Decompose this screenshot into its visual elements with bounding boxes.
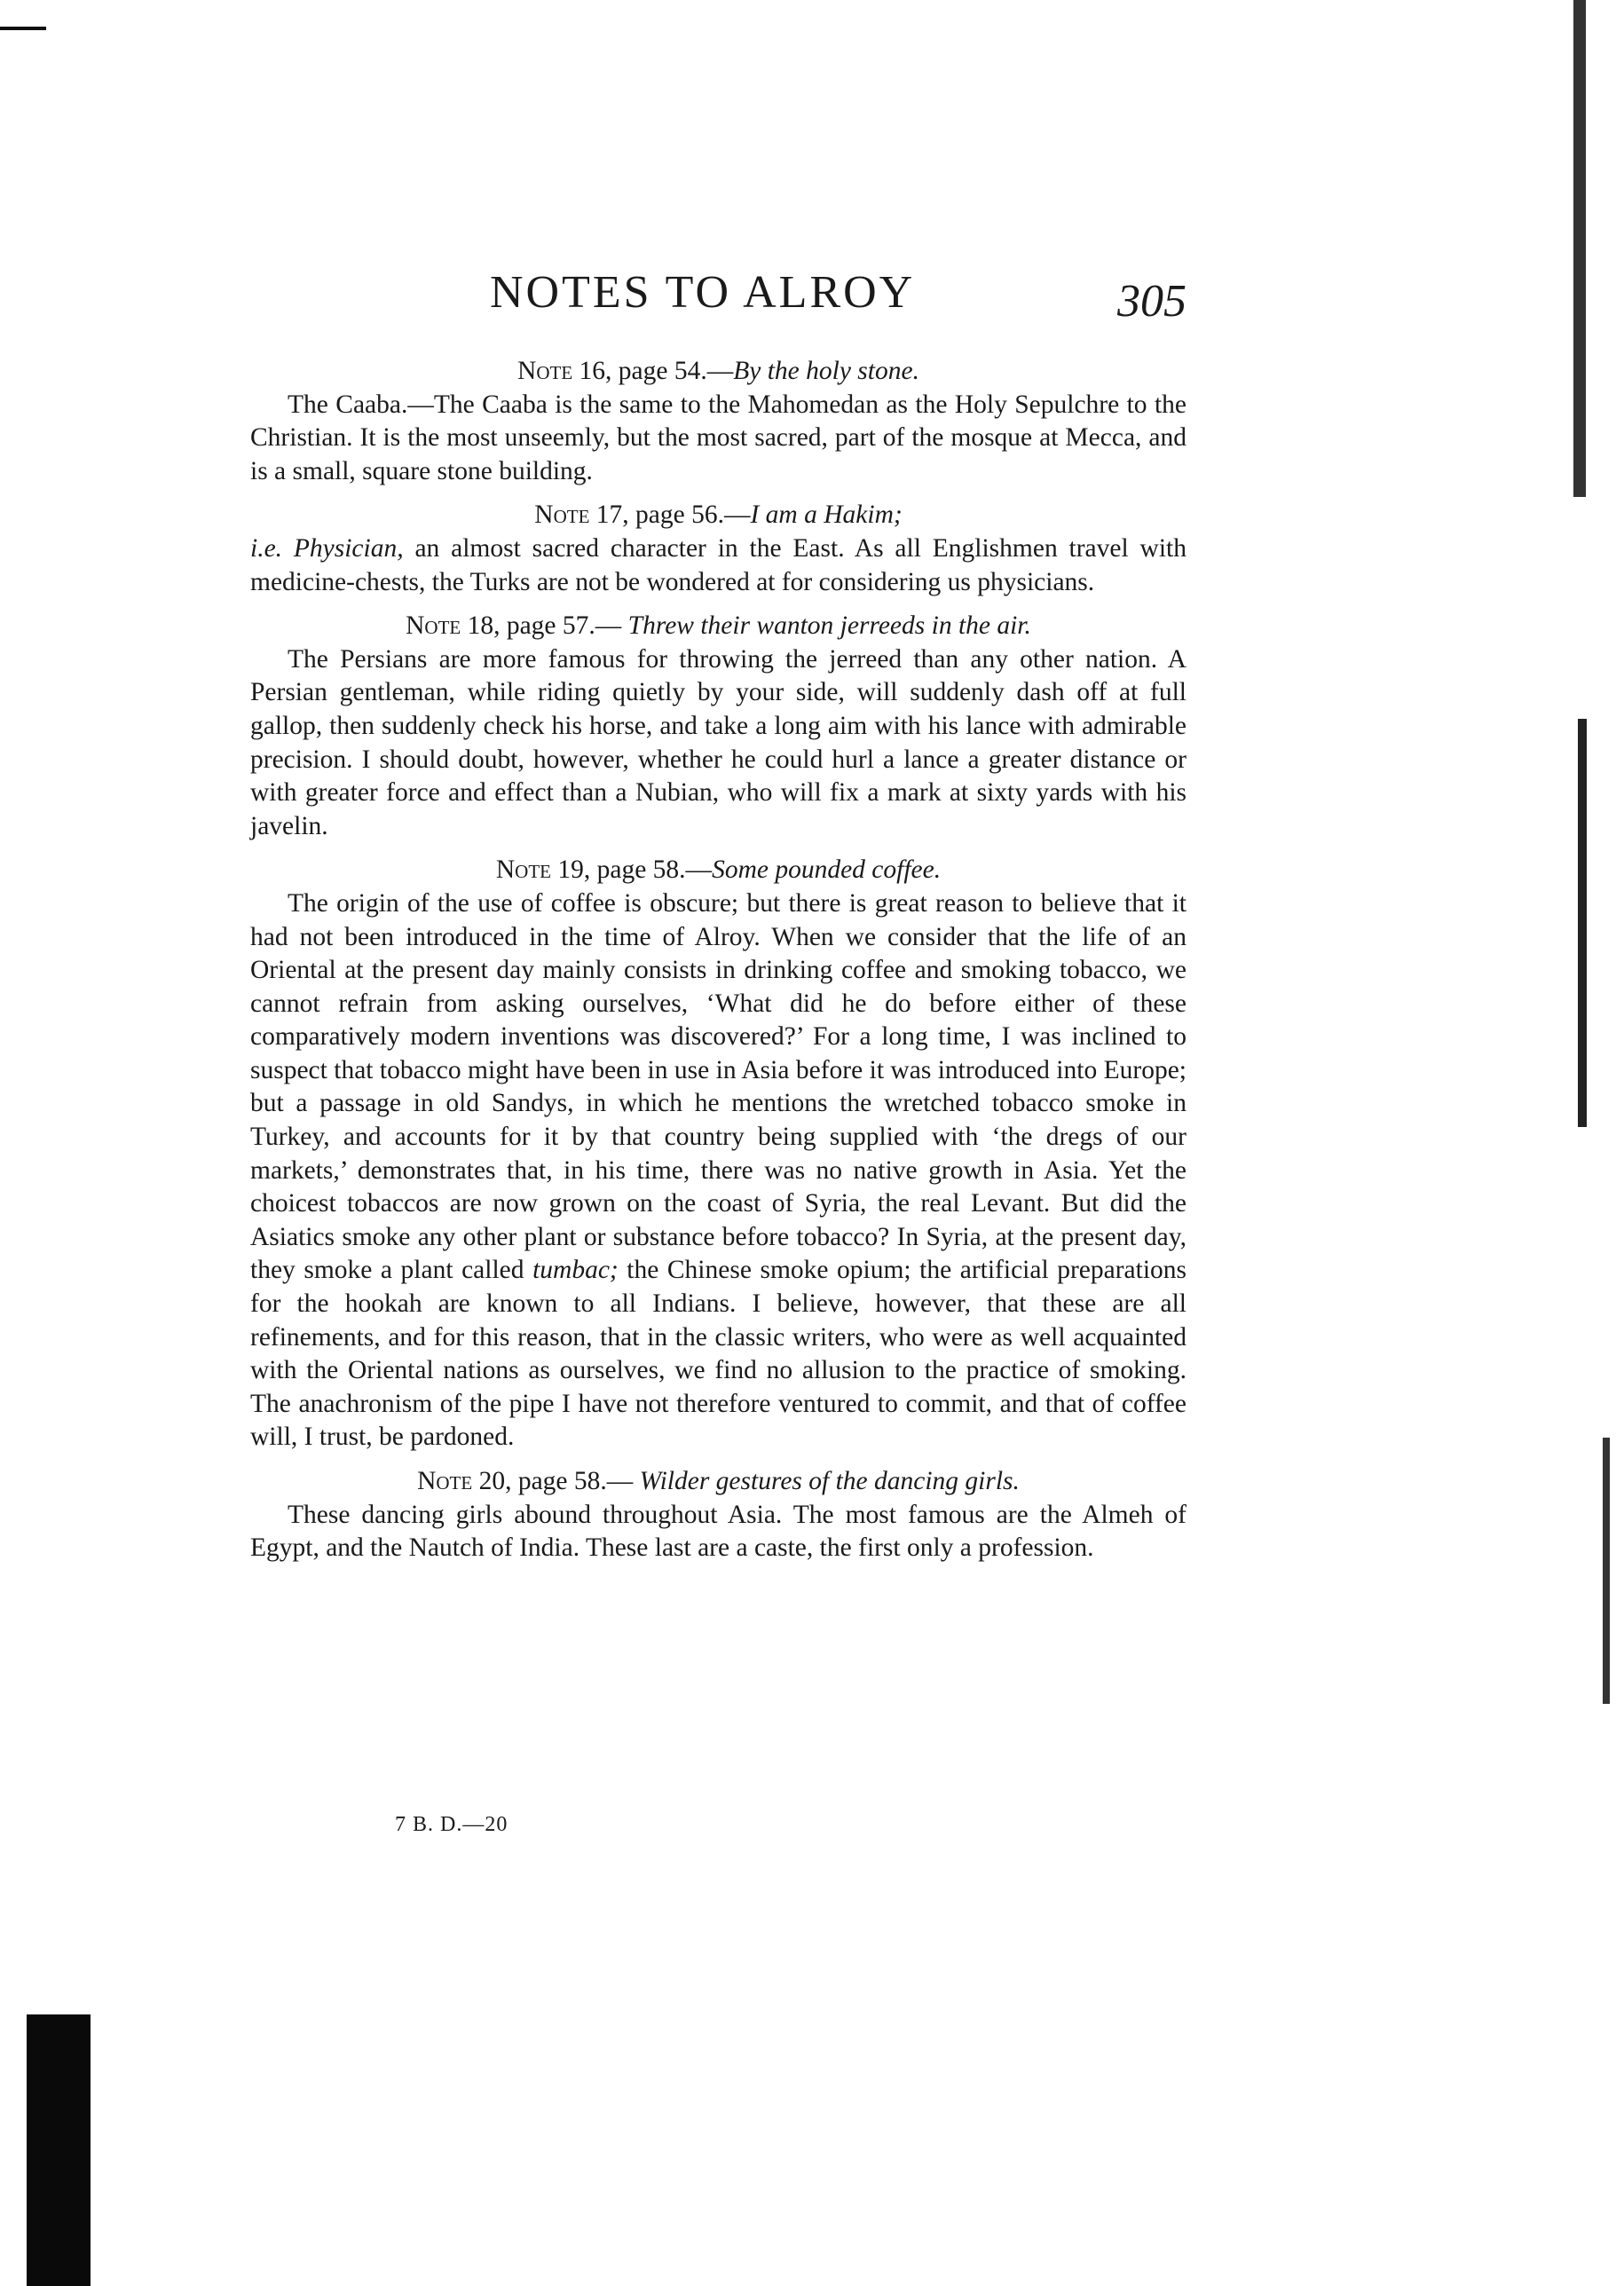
note-label: Note	[534, 501, 590, 530]
note-text: The origin of the use of coffee is obscure; but there is great reason to believe that it had not been introduced in the time of Alroy. When we consider that the life of an Oriental at the present day mainly consists in drinking coffee and smoking tobacco, we cannot refrain from asking ourselves, ‘What did he do before either of these comparatively modern inventions was discovered?’ For a long time, I was inclined to suspect that tobacco might have been in use in Asia before it was introduced into Europe; but a passage in old Sandys, in which he mentions the wretched tobacco smoke in Turkey, and accounts for it by that country being supplied with ‘the dregs of our markets,’ demonstrates that, in his time, there was no native growth in Asia. Yet the choicest tobaccos are now grown on the coast of Syria, the real Levant. But did the Asiatics smoke any other plant or substance before tobacco? In Syria, at the present day, they smoke a plant called	[250, 888, 1186, 1285]
page-number: 305	[1117, 276, 1186, 327]
note-label: Note	[417, 1467, 473, 1495]
running-title: NOTES TO ALROY	[490, 267, 916, 318]
note-text-continued: the Chinese smoke opium; the artificial preparations for the hookah are known to all Indians. I believe, however, that these are all refinements, and for this reason, that in the classic writers, who were as well acquainted with the Oriental nations as ourselves, we find no allusion to the practice of smoking. The anachronism of the pipe I have not therefore ventured to commit, and that of coffee will, I trust, be pardoned.	[250, 1256, 1187, 1452]
note-paragraph	[250, 1499, 1186, 1565]
notes-body	[250, 355, 1186, 1565]
running-head	[250, 266, 1186, 328]
note-number-page: 17, page 56.—	[589, 501, 751, 530]
note-paragraph	[250, 532, 1186, 599]
note-text: These dancing girls abound throughout Asia. The most famous are the Almeh of Egypt, and the Nautch of India. These last are a caste, the first only a profession.	[250, 1500, 1186, 1563]
note-quote: Wilder gestures of the dancing girls.	[639, 1467, 1020, 1495]
note-heading	[250, 610, 1186, 643]
note-italic-term: tumbac;	[532, 1256, 619, 1285]
note-paragraph	[250, 887, 1186, 1454]
note-text: The Caaba.—The Caaba is the same to the Mahomedan as the Holy Sepulchre to the Christian. It is the most unseemly, but the most sacred, part of the mosque at Mecca, and is a small, square stone building.	[250, 390, 1186, 485]
note-heading	[250, 499, 1186, 532]
note-quote: Threw their wanton jerreeds in the air.	[627, 611, 1031, 641]
note-heading	[250, 355, 1186, 389]
note-paragraph	[250, 389, 1186, 489]
scan-left-edge-shadow	[27, 2014, 91, 2286]
note-number-page: 19, page 58.—	[551, 855, 713, 885]
scan-right-edge-shadow-mid	[1578, 719, 1587, 1127]
note-number-page: 16, page 54.—	[572, 357, 734, 385]
note-text: an almost sacred character in the East. As all Englishmen travel with medicine-chests, the Turks are not be wondered at for considering us physicians.	[250, 533, 1186, 596]
scan-right-edge-shadow-low	[1603, 1438, 1610, 1704]
note-quote: By the holy stone.	[733, 357, 919, 385]
note-heading	[250, 1465, 1186, 1499]
note-label: Note	[495, 855, 551, 885]
note-quote: Some pounded coffee.	[712, 855, 942, 885]
note-lead-italic: i.e. Physician,	[250, 533, 404, 563]
note-paragraph	[250, 643, 1186, 844]
note-quote: I am a Hakim;	[750, 501, 903, 530]
scan-right-edge-shadow-top	[1573, 0, 1586, 497]
note-number-page: 18, page 57.—	[461, 611, 628, 641]
note-text: The Persians are more famous for throwing the jerreed than any other nation. A Persian gentleman, while riding quietly by your side, will suddenly dash off at full gallop, then suddenly check his horse, and take a long aim with his lance with admirable precision. I should doubt, however, whether he could hurl a lance a greater distance or with greater force and effect than a Nubian, who will fix a mark at sixty yards with his javelin.	[250, 644, 1186, 840]
scan-corner-mark	[0, 27, 46, 30]
printer-signature: 7 B. D.—20	[395, 1813, 508, 1836]
note-number-page: 20, page 58.—	[472, 1467, 640, 1495]
note-label: Note	[406, 611, 461, 641]
note-label: Note	[517, 357, 573, 385]
note-heading	[250, 854, 1186, 887]
